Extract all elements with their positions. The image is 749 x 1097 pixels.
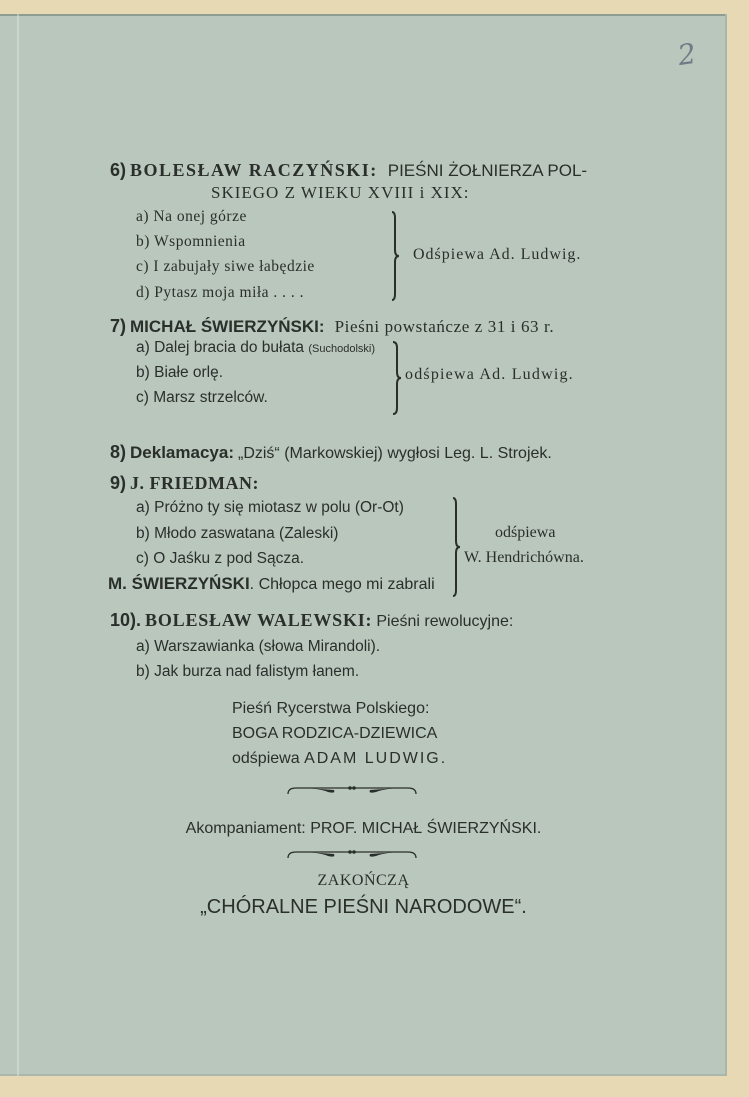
- handwritten-page-number: 2: [675, 36, 699, 73]
- performer: Odśpiewa Ad. Ludwig.: [413, 246, 582, 263]
- section-title: „Dziś“ (Markowskiej) wygłosi Leg. L. Strojek.: [237, 445, 552, 462]
- list-item: d) Pytasz moja miła . . . .: [136, 284, 305, 301]
- composer-name: MICHAŁ ŚWIERZYŃSKI:: [130, 317, 325, 336]
- section-7-heading: [110, 316, 554, 337]
- section-number: 10).: [110, 610, 142, 630]
- section-8-heading: [110, 442, 552, 463]
- hymn-title: Pieśń Rycerstwa Polskiego:: [232, 700, 430, 717]
- ornament-divider-icon: [286, 782, 418, 798]
- section-label: Deklamacya:: [130, 443, 234, 462]
- composer-name: J. FRIEDMAN:: [130, 473, 260, 493]
- hymn-name: BOGA RODZICA-DZIEWICA: [232, 725, 438, 742]
- program-page: [0, 14, 727, 1076]
- list-item: a) Na onej górze: [136, 208, 247, 225]
- list-item: b) Młodo zaswatana (Zaleski): [136, 525, 339, 542]
- closing-line-1: ZAKOŃCZĄ: [317, 872, 410, 889]
- section-10-heading: [110, 610, 513, 631]
- list-item-extra: M. ŚWIERZYŃSKI. Chłopca mego mi zabrali: [108, 574, 435, 593]
- list-item: c) Marsz strzelców.: [136, 389, 268, 406]
- list-item: b) Wspomnienia: [136, 233, 246, 250]
- performer: odśpiewa Ad. Ludwig.: [405, 366, 574, 383]
- list-item: a) Warszawianka (słowa Mirandoli).: [136, 638, 381, 655]
- composer-name: BOLESŁAW WALEWSKI:: [145, 610, 373, 630]
- list-item: c) I zabujały siwe łabędzie: [136, 258, 315, 275]
- section-number: 8): [110, 442, 127, 462]
- list-item: a) Dalej bracia do bułata (Suchodolski): [136, 339, 375, 356]
- brace-icon: [391, 340, 403, 416]
- composer-name: BOLESŁAW RACZYŃSKI:: [130, 160, 378, 180]
- section-number: 7): [110, 316, 127, 336]
- list-item: b) Białe orlę.: [136, 364, 224, 381]
- list-item: b) Jak burza nad falistym łanem.: [136, 663, 360, 680]
- list-item: c) O Jaśku z pod Sącza.: [136, 550, 305, 567]
- list-item: a) Próżno ty się miotasz w polu (Or-Ot): [136, 499, 404, 516]
- ornament-divider-icon: [286, 846, 418, 862]
- section-title: PIEŚNI ŻOŁNIERZA POL-: [387, 161, 588, 180]
- section-number: 6): [110, 160, 127, 180]
- performer-name: W. Hendrichówna.: [464, 549, 584, 566]
- accompaniment-line: Akompaniament: PROF. MICHAŁ ŚWIERZYŃSKI.: [185, 820, 542, 837]
- section-title-continued: SKIEGO Z WIEKU XVIII i XIX:: [211, 183, 470, 202]
- section-number: 9): [110, 473, 127, 493]
- performer-label: odśpiewa: [495, 524, 556, 541]
- section-title: Pieśni rewolucyjne:: [376, 613, 514, 630]
- closing-line-2: „CHÓRALNE PIEŚNI NARODOWE“.: [200, 896, 527, 918]
- section-6-heading: [110, 160, 587, 181]
- section-title: Pieśni powstańcze z 31 i 63 r.: [334, 317, 555, 336]
- section-9-heading: [110, 473, 259, 494]
- hymn-performer: odśpiewa ADAM LUDWIG.: [232, 750, 448, 767]
- brace-icon: [390, 210, 402, 302]
- brace-icon: [451, 496, 463, 598]
